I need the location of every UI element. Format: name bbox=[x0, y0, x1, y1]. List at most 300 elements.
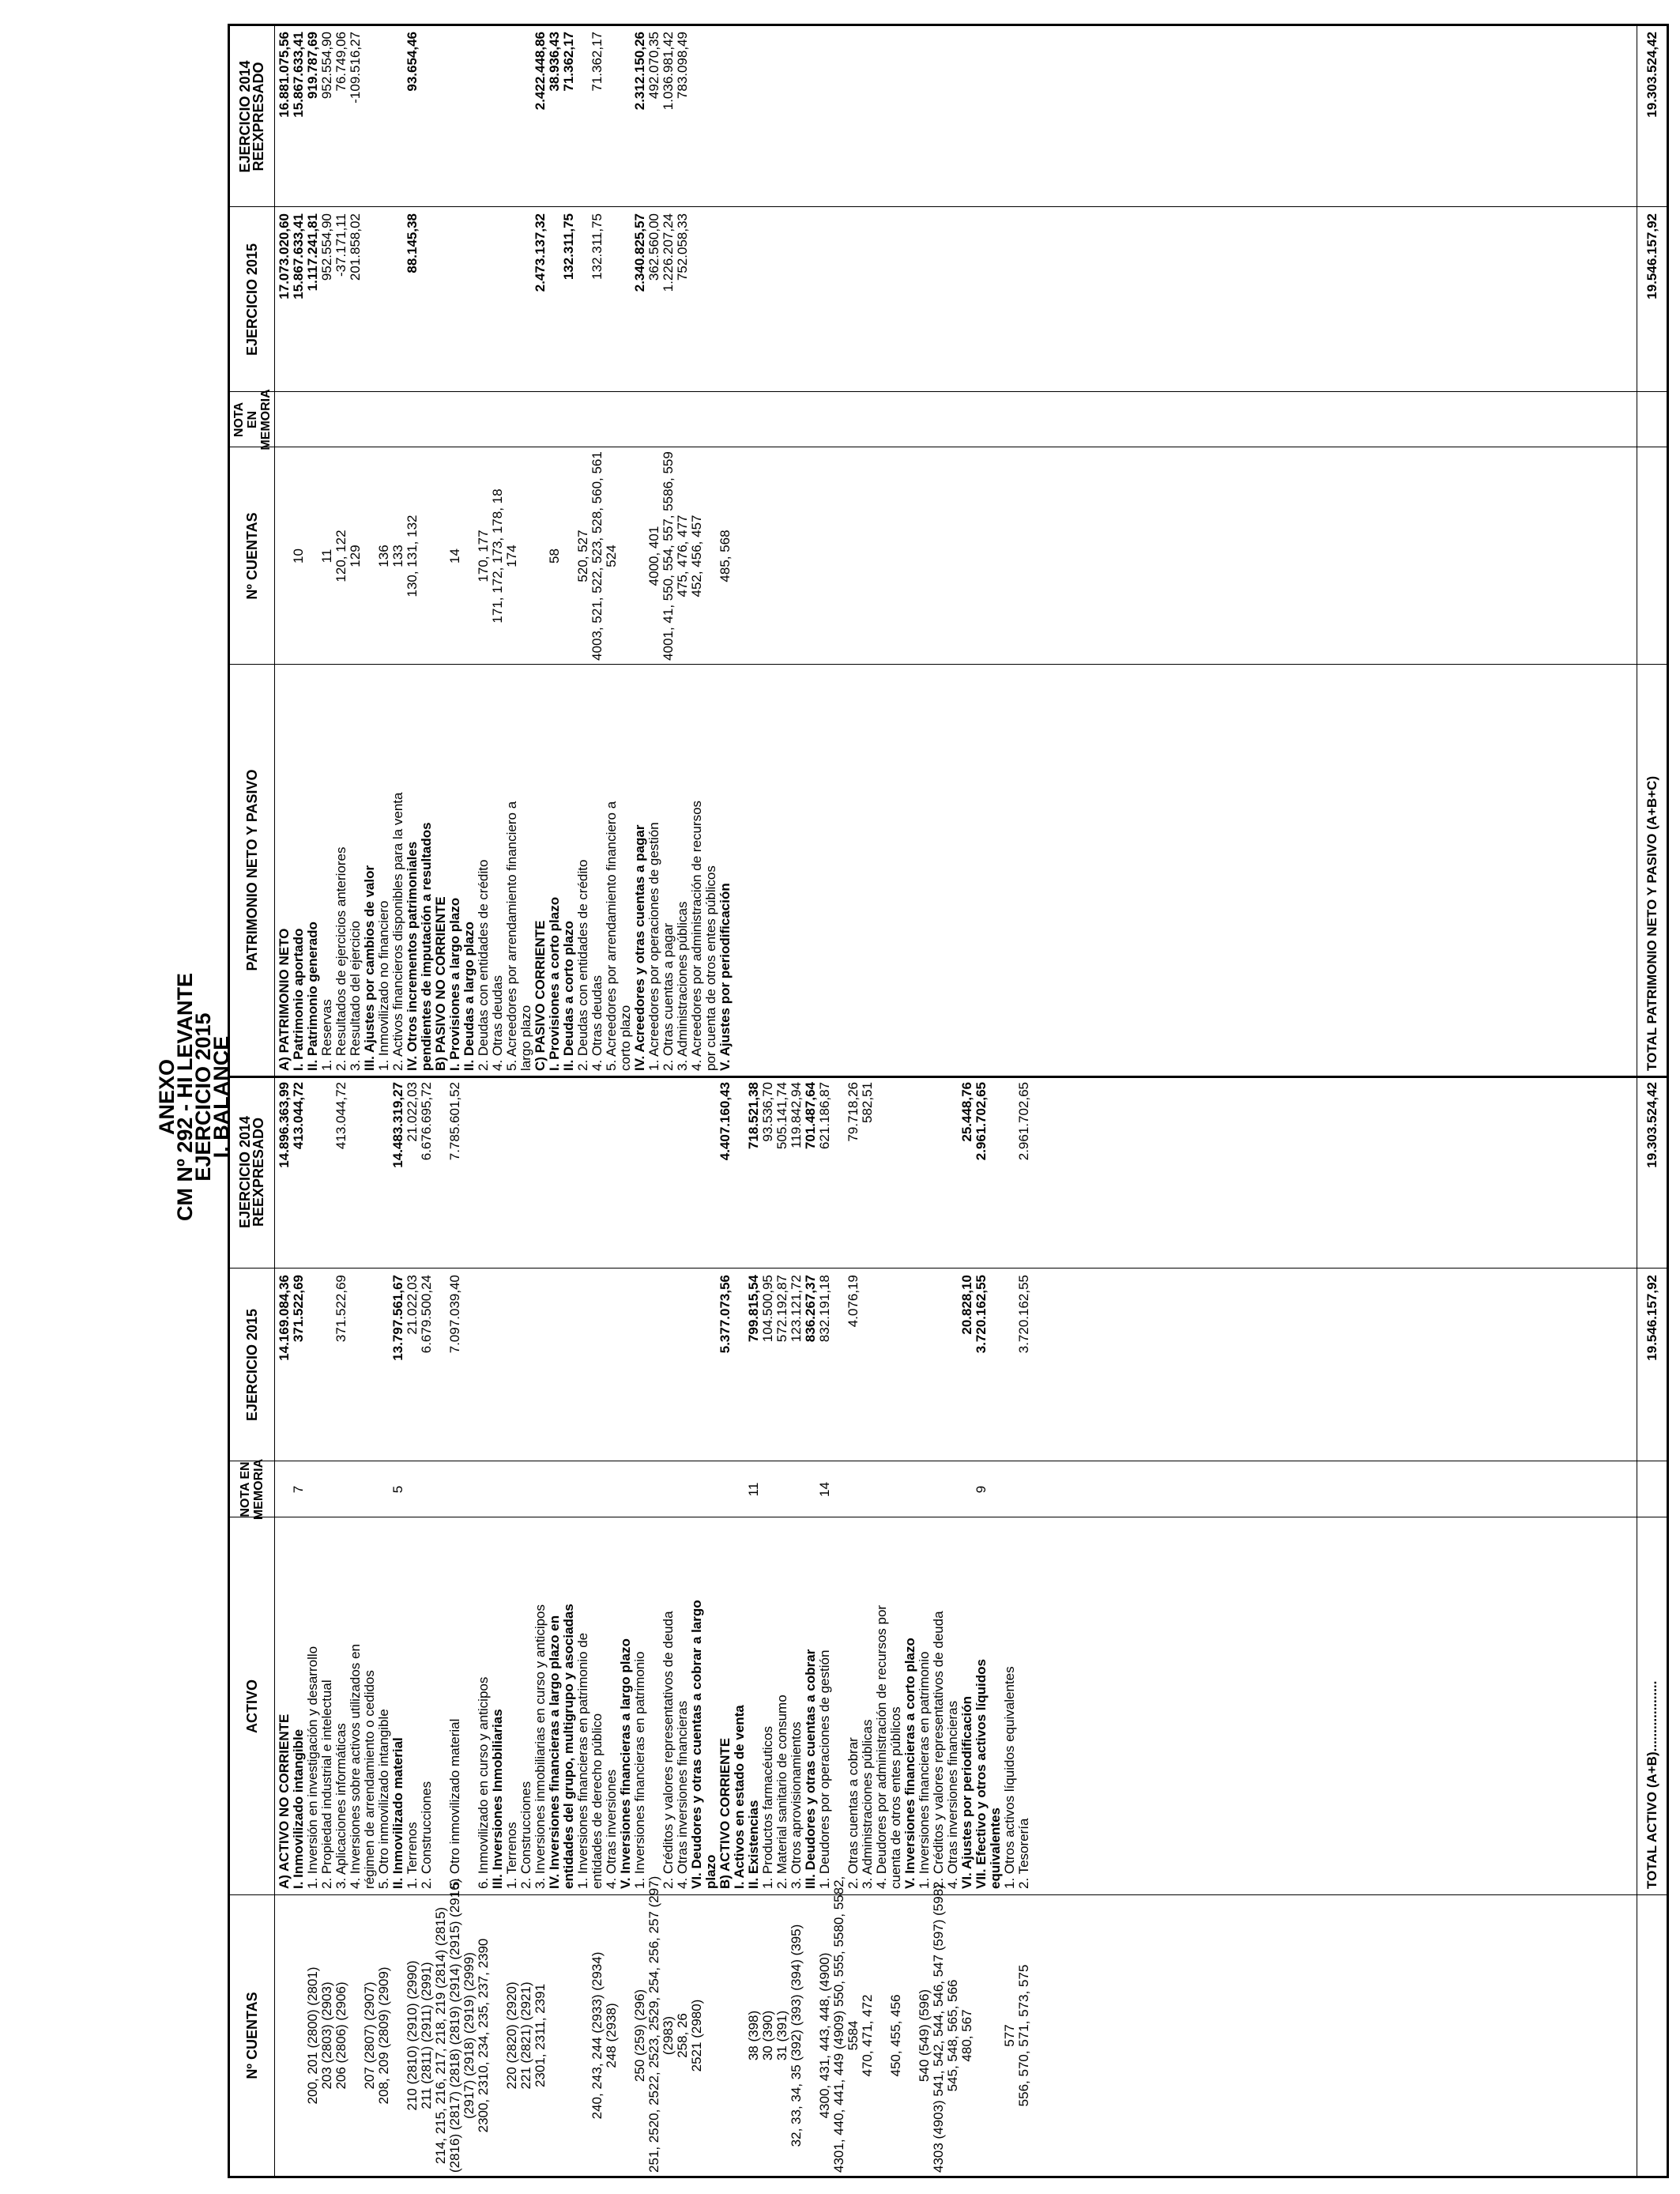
table-row bbox=[889, 1078, 903, 2176]
row-value-2014: 93.654,46 bbox=[405, 32, 420, 92]
row-label: 2. Propiedad industrial e intelectual bbox=[319, 1679, 334, 1889]
row-nota bbox=[334, 1461, 348, 1517]
row-cuentas: 214, 215, 216, 217, 218, 219 (2814) (2815) bbox=[433, 1906, 448, 2165]
row-value-2015 bbox=[505, 1275, 519, 1461]
row-label: 3. Administraciones públicas bbox=[675, 901, 690, 1071]
row-label: C) PASIVO CORRIENTE bbox=[533, 920, 548, 1071]
row-cuentas: 211 (2811) (2911) (2991) bbox=[419, 1962, 434, 2109]
row-nota bbox=[491, 392, 505, 447]
row-value-2015: 371.522,69 bbox=[333, 1275, 348, 1343]
row-value-2014 bbox=[605, 1082, 619, 1269]
row-label: V. Inversiones financieras a largo plazo bbox=[618, 1638, 633, 1889]
table-row bbox=[676, 1078, 690, 2176]
row-label: entidades de derecho público bbox=[590, 1713, 605, 1889]
row-cuentas: 130, 131, 132 bbox=[405, 515, 420, 598]
row-label: 2. Activos financieros disponibles para la venta bbox=[390, 792, 405, 1071]
row-nota: 9 bbox=[974, 1485, 989, 1494]
row-label: 1. Inversiones financieras en patrimonio bbox=[917, 1651, 932, 1889]
table-row bbox=[846, 1078, 861, 2176]
row-value-2014: 93.536,70 bbox=[760, 1082, 775, 1142]
row-value-2015 bbox=[605, 1275, 619, 1461]
row-cuentas bbox=[491, 1898, 505, 2173]
row-value-2015: 836.267,37 bbox=[803, 1275, 818, 1343]
table-row bbox=[505, 1078, 519, 2176]
table-row bbox=[434, 1078, 448, 2176]
total-pasivo-2015: 19.546.157,92 bbox=[1644, 213, 1659, 300]
row-cuentas: 32, 33, 34, 35 (392) (393) (394) (395) bbox=[789, 1924, 804, 2147]
row-nota bbox=[448, 1461, 462, 1517]
row-label: I. Activos en estado de venta bbox=[732, 1705, 747, 1889]
table-row bbox=[277, 1078, 292, 2176]
row-value-2015 bbox=[519, 213, 533, 392]
row-value-2015 bbox=[917, 1275, 932, 1461]
row-value-2014 bbox=[989, 1082, 1003, 1269]
row-cuentas: 475, 476, 477 bbox=[675, 515, 690, 598]
row-nota bbox=[789, 1461, 804, 1517]
row-value-2015: 832.191,18 bbox=[817, 1275, 832, 1343]
row-label: 2. Construcciones bbox=[419, 1781, 434, 1889]
table-row bbox=[448, 1078, 462, 2176]
row-label: largo plazo bbox=[518, 1005, 533, 1071]
row-value-2015 bbox=[363, 1275, 377, 1461]
row-value-2014: 4.407.160,43 bbox=[718, 1082, 733, 1161]
row-value-2015: 21.022,03 bbox=[405, 1275, 420, 1335]
table-row bbox=[804, 1078, 818, 2176]
row-cuentas: 520, 527 bbox=[575, 530, 590, 582]
row-value-2015 bbox=[718, 213, 733, 392]
row-cuentas: 545, 548, 565, 566 bbox=[945, 1979, 960, 2092]
row-nota bbox=[846, 1461, 861, 1517]
row-value-2014: 71.362,17 bbox=[561, 32, 576, 92]
row-nota bbox=[704, 1461, 718, 1517]
table-row bbox=[718, 1078, 733, 2176]
row-cuentas bbox=[533, 450, 548, 662]
row-cuentas bbox=[989, 1898, 1003, 2173]
row-cuentas bbox=[576, 1898, 590, 2173]
activo-table bbox=[228, 1076, 1669, 2178]
table-row bbox=[633, 1078, 647, 2176]
row-cuentas: 450, 455, 456 bbox=[888, 1994, 903, 2077]
row-label: cuenta de otros entes públicos bbox=[888, 1706, 903, 1889]
row-label: 2. Otras cuentas a pagar bbox=[661, 922, 676, 1071]
row-value-2015 bbox=[690, 1275, 704, 1461]
total-pasivo-row bbox=[1638, 26, 1667, 1076]
row-cuentas bbox=[348, 1898, 363, 2173]
row-label: 4. Otras inversiones financieras bbox=[945, 1700, 960, 1889]
row-value-2015: 201.858,02 bbox=[348, 213, 363, 281]
row-nota bbox=[377, 392, 391, 447]
row-value-2014: -109.516,27 bbox=[348, 32, 363, 104]
table-row bbox=[405, 26, 420, 1076]
row-value-2015 bbox=[704, 1275, 718, 1461]
row-value-2014 bbox=[477, 1082, 491, 1269]
row-value-2015 bbox=[989, 1275, 1003, 1461]
row-nota bbox=[306, 392, 320, 447]
row-value-2015 bbox=[889, 1275, 903, 1461]
row-value-2014 bbox=[704, 32, 718, 207]
row-value-2015 bbox=[348, 1275, 363, 1461]
row-value-2014 bbox=[377, 1082, 391, 1269]
row-value-2014: 71.362,17 bbox=[590, 32, 605, 92]
row-cuentas bbox=[875, 1898, 889, 2173]
row-value-2015 bbox=[704, 213, 718, 392]
table-row bbox=[505, 26, 519, 1076]
table-row bbox=[562, 1078, 576, 2176]
row-cuentas bbox=[704, 450, 718, 662]
row-cuentas: 4003, 521, 522, 523, 528, 560, 561 bbox=[590, 451, 605, 661]
row-label: 1. Inversiones financieras en patrimonio bbox=[632, 1651, 647, 1889]
row-label: 1. Otros activos líquidos equivalentes bbox=[1002, 1666, 1017, 1889]
row-nota bbox=[462, 392, 477, 447]
row-value-2015: 952.554,90 bbox=[319, 213, 334, 281]
table-row bbox=[519, 1078, 533, 2176]
row-value-2014: 119.842,94 bbox=[789, 1082, 804, 1148]
row-nota bbox=[519, 1461, 533, 1517]
row-label: régimen de arrendamiento o cedidos bbox=[362, 1670, 377, 1889]
row-nota bbox=[434, 1461, 448, 1517]
row-cuentas bbox=[462, 450, 477, 662]
row-cuentas bbox=[619, 450, 633, 662]
row-cuentas: 10 bbox=[291, 548, 306, 564]
table-row bbox=[647, 1078, 661, 2176]
row-value-2015: 752.058,33 bbox=[675, 213, 690, 281]
row-value-2014 bbox=[434, 1082, 448, 1269]
table-row bbox=[619, 1078, 633, 2176]
row-nota bbox=[334, 392, 348, 447]
table-row bbox=[277, 26, 292, 1076]
row-nota bbox=[605, 1461, 619, 1517]
row-label bbox=[647, 1521, 661, 1889]
row-cuentas bbox=[306, 450, 320, 662]
row-nota bbox=[363, 392, 377, 447]
row-value-2014 bbox=[420, 32, 434, 207]
row-value-2014: 15.867.633,41 bbox=[291, 32, 306, 118]
row-value-2015: 5.377.073,56 bbox=[718, 1275, 733, 1354]
row-value-2015 bbox=[491, 213, 505, 392]
row-label: III. Inversiones Inmobiliarias bbox=[490, 1709, 505, 1889]
row-nota bbox=[989, 1461, 1003, 1517]
table-row bbox=[733, 1078, 747, 2176]
row-value-2015: 123.121,72 bbox=[789, 1275, 804, 1343]
row-value-2015 bbox=[320, 1275, 334, 1461]
header-cuentas-activo: Nº CUENTAS bbox=[243, 1992, 260, 2079]
row-value-2015: 15.867.633,41 bbox=[291, 213, 306, 300]
row-nota bbox=[676, 392, 690, 447]
row-value-2014 bbox=[306, 1082, 320, 1269]
row-cuentas: 2300, 2310, 234, 235, 237, 2390 bbox=[476, 1938, 491, 2133]
row-cuentas: 5584 bbox=[846, 2020, 861, 2051]
row-label: 5. Acreedores por arrendamiento financiero a bbox=[604, 801, 619, 1071]
row-label: 1. Terrenos bbox=[504, 1822, 519, 1889]
table-row bbox=[747, 1078, 761, 2176]
table-row bbox=[605, 1078, 619, 2176]
row-value-2014 bbox=[363, 1082, 377, 1269]
header-cuentas-pasivo: Nº CUENTAS bbox=[243, 512, 260, 600]
row-cuentas: 206 (2806) (2906) bbox=[333, 1981, 348, 2090]
row-value-2015 bbox=[733, 1275, 747, 1461]
row-nota bbox=[348, 392, 363, 447]
row-label: 2. Material sanitario de consumo bbox=[774, 1695, 789, 1889]
row-value-2014 bbox=[832, 1082, 846, 1269]
row-value-2014 bbox=[505, 1082, 519, 1269]
row-value-2015: 1.226.207,24 bbox=[661, 213, 676, 292]
title-anexo: ANEXO bbox=[155, 1058, 179, 1136]
row-cuentas: (2816) (2817) (2818) (2819) (2914) (2915) (2916) bbox=[447, 1878, 462, 2173]
row-value-2015 bbox=[548, 213, 562, 392]
row-nota bbox=[405, 1461, 420, 1517]
row-label: I. Inmovilizado intangible bbox=[291, 1728, 306, 1889]
row-value-2014 bbox=[647, 1082, 661, 1269]
row-value-2014 bbox=[676, 1082, 690, 1269]
document-titles bbox=[155, 0, 233, 2194]
row-nota bbox=[690, 1461, 704, 1517]
row-nota bbox=[391, 392, 405, 447]
row-value-2015 bbox=[676, 1275, 690, 1461]
row-value-2014 bbox=[533, 1082, 548, 1269]
row-nota bbox=[491, 1461, 505, 1517]
row-cuentas: 208, 209 (2809) (2909) bbox=[376, 1966, 391, 2105]
row-value-2015: 572.192,87 bbox=[774, 1275, 789, 1343]
row-cuentas bbox=[562, 450, 576, 662]
row-nota bbox=[292, 392, 306, 447]
row-label: 2. Deudas con entidades de crédito bbox=[476, 859, 491, 1071]
row-label: 2. Construcciones bbox=[518, 1781, 533, 1889]
table-row bbox=[1003, 1078, 1017, 2176]
table-row bbox=[491, 1078, 505, 2176]
row-nota bbox=[832, 1461, 846, 1517]
row-value-2014 bbox=[903, 1082, 917, 1269]
row-label bbox=[462, 1521, 477, 1889]
row-label: IV. Inversiones financieras a largo plazo en bbox=[547, 1615, 562, 1889]
row-cuentas: 480, 567 bbox=[959, 2009, 974, 2062]
table-row bbox=[576, 1078, 590, 2176]
row-cuentas: 2521 (2980) bbox=[689, 1999, 704, 2072]
row-cuentas bbox=[292, 1898, 306, 2173]
row-nota bbox=[434, 392, 448, 447]
row-nota bbox=[960, 1461, 974, 1517]
row-value-2014 bbox=[576, 1082, 590, 1269]
row-cuentas bbox=[562, 1898, 576, 2173]
row-nota bbox=[605, 392, 619, 447]
row-nota bbox=[348, 1461, 363, 1517]
row-value-2014: 16.881.075,56 bbox=[277, 32, 292, 118]
row-value-2014: 2.312.150,26 bbox=[632, 32, 647, 111]
row-value-2015 bbox=[377, 1275, 391, 1461]
row-value-2014: 79.718,26 bbox=[846, 1082, 861, 1142]
table-row bbox=[946, 1078, 960, 2176]
row-value-2014 bbox=[519, 1082, 533, 1269]
row-value-2014: 21.022,03 bbox=[405, 1082, 420, 1142]
row-value-2015 bbox=[946, 1275, 960, 1461]
row-value-2015: 17.073.020,60 bbox=[277, 213, 292, 300]
row-value-2015 bbox=[576, 213, 590, 392]
row-label: 6. Inmovilizado en curso y anticipos bbox=[476, 1676, 491, 1889]
row-cuentas: 577 bbox=[1002, 2024, 1017, 2047]
row-value-2014: 38.936,43 bbox=[547, 32, 562, 92]
row-value-2014: 582,51 bbox=[860, 1082, 875, 1123]
row-value-2015 bbox=[832, 1275, 846, 1461]
row-value-2015: 132.311,75 bbox=[590, 213, 605, 280]
row-cuentas: 250 (259) (296) bbox=[632, 1989, 647, 2083]
row-label: I. Provisiones a largo plazo bbox=[447, 897, 462, 1071]
row-cuentas: 11 bbox=[319, 548, 334, 564]
row-value-2015: 6.679.500,24 bbox=[419, 1275, 434, 1354]
row-value-2015 bbox=[903, 1275, 917, 1461]
row-label: pendientes de imputación a resultados bbox=[419, 822, 434, 1071]
row-nota: 5 bbox=[390, 1485, 405, 1494]
row-value-2015 bbox=[434, 213, 448, 392]
row-cuentas bbox=[619, 1898, 633, 2173]
row-cuentas: 207 (2807) (2907) bbox=[362, 1981, 377, 2090]
row-value-2015: -37.171,11 bbox=[333, 213, 348, 277]
row-value-2015 bbox=[932, 1275, 946, 1461]
row-nota bbox=[875, 1461, 889, 1517]
table-row bbox=[917, 1078, 932, 2176]
row-value-2015 bbox=[562, 1275, 576, 1461]
row-nota bbox=[377, 1461, 391, 1517]
total-activo-label: TOTAL ACTIVO (A+B)................... bbox=[1644, 1680, 1659, 1889]
row-value-2014 bbox=[448, 32, 462, 207]
table-row bbox=[533, 1078, 548, 2176]
table-row bbox=[718, 26, 733, 1076]
row-value-2014: 1.036.981,42 bbox=[661, 32, 676, 111]
row-label: IV. Acreedores y otras cuentas a pagar bbox=[632, 824, 647, 1071]
row-nota bbox=[889, 1461, 903, 1517]
row-value-2014 bbox=[733, 1082, 747, 1269]
header-ej2014-pasivo: EJERCICIO 2014 REEXPRESADO bbox=[237, 60, 266, 173]
row-value-2014 bbox=[619, 32, 633, 207]
row-nota bbox=[363, 1461, 377, 1517]
table-row bbox=[619, 26, 633, 1076]
row-value-2014 bbox=[477, 32, 491, 207]
table-row bbox=[861, 1078, 875, 2176]
row-value-2015: 14.169.084,36 bbox=[277, 1275, 292, 1361]
row-label: 2. Otras cuentas a cobrar bbox=[846, 1737, 861, 1889]
row-cuentas: (2983) bbox=[661, 2015, 676, 2056]
table-row bbox=[576, 26, 590, 1076]
table-row bbox=[477, 1078, 491, 2176]
row-label bbox=[832, 1521, 846, 1889]
row-value-2014 bbox=[946, 1082, 960, 1269]
row-cuentas: 470, 471, 472 bbox=[860, 1994, 875, 2077]
row-value-2014 bbox=[462, 32, 477, 207]
row-nota bbox=[718, 392, 733, 447]
row-nota: 14 bbox=[817, 1482, 832, 1497]
table-row bbox=[519, 26, 533, 1076]
pasivo-table bbox=[228, 24, 1669, 1076]
row-cuentas bbox=[391, 1898, 405, 2173]
row-nota bbox=[306, 1461, 320, 1517]
row-label: III. Ajustes por cambios de valor bbox=[362, 865, 377, 1071]
row-cuentas: 485, 568 bbox=[718, 530, 733, 582]
row-value-2015 bbox=[477, 213, 491, 392]
row-nota bbox=[619, 1461, 633, 1517]
row-value-2015: 2.473.137,32 bbox=[533, 213, 548, 292]
row-nota bbox=[619, 392, 633, 447]
row-cuentas bbox=[974, 1898, 989, 2173]
row-cuentas bbox=[277, 1898, 292, 2173]
table-row bbox=[832, 1078, 846, 2176]
row-label: II. Deudas a corto plazo bbox=[561, 921, 576, 1071]
row-value-2015 bbox=[363, 213, 377, 392]
row-cuentas bbox=[548, 1898, 562, 2173]
row-cuentas: 248 (2938) bbox=[604, 2003, 619, 2068]
row-value-2014: 783.098,49 bbox=[675, 32, 690, 100]
row-label: II. Existencias bbox=[746, 1800, 761, 1889]
row-nota bbox=[704, 392, 718, 447]
row-label: 1. Reservas bbox=[319, 999, 334, 1071]
row-label: VI. Ajustes por periodificación bbox=[959, 1695, 974, 1889]
row-label: entidades del grupo, multigrupo y asociadas bbox=[561, 1604, 576, 1889]
row-nota bbox=[533, 1461, 548, 1517]
row-value-2014: 952.554,90 bbox=[319, 32, 334, 100]
header-activo: ACTIVO bbox=[243, 1679, 260, 1734]
row-label: 4. Inversiones sobre activos utilizados en bbox=[348, 1644, 363, 1889]
row-nota bbox=[562, 1461, 576, 1517]
row-value-2014 bbox=[548, 1082, 562, 1269]
header-pasivo: PATRIMONIO NETO Y PASIVO bbox=[243, 769, 260, 971]
row-cuentas bbox=[434, 450, 448, 662]
table-row bbox=[661, 26, 676, 1076]
row-nota bbox=[505, 392, 519, 447]
row-label: 2. Tesorería bbox=[1016, 1818, 1031, 1889]
row-nota bbox=[277, 1461, 292, 1517]
title-balance: I. BALANCE bbox=[209, 1035, 233, 1159]
row-label: 5. Otro inmovilizado material bbox=[447, 1718, 462, 1889]
row-cuentas bbox=[277, 450, 292, 662]
row-nota bbox=[804, 1461, 818, 1517]
row-value-2015 bbox=[647, 1275, 661, 1461]
row-nota bbox=[420, 1461, 434, 1517]
row-value-2014: 2.422.448,86 bbox=[533, 32, 548, 111]
row-nota bbox=[576, 1461, 590, 1517]
row-value-2014 bbox=[889, 1082, 903, 1269]
row-cuentas: 171, 172, 173, 178, 18 bbox=[490, 488, 505, 624]
row-nota bbox=[676, 1461, 690, 1517]
table-row bbox=[633, 26, 647, 1076]
row-nota bbox=[917, 1461, 932, 1517]
row-cuentas: 220 (2820) (2920) bbox=[504, 1981, 519, 2090]
row-label: 5. Otro inmovilizado intangible bbox=[376, 1709, 391, 1889]
total-activo-2015: 19.546.157,92 bbox=[1644, 1275, 1659, 1361]
row-cuentas: 170, 177 bbox=[476, 530, 491, 582]
header-nota-activo: NOTA EN MEMORIA bbox=[239, 1458, 266, 1521]
row-label: 4. Deudores por administración de recursos por bbox=[874, 1604, 889, 1889]
row-value-2015: 13.797.561,67 bbox=[390, 1275, 405, 1361]
row-nota bbox=[661, 392, 676, 447]
row-value-2015: 4.076,19 bbox=[846, 1275, 861, 1328]
row-label: 4. Otras inversiones bbox=[604, 1769, 619, 1889]
row-nota bbox=[633, 392, 647, 447]
row-value-2014: 505.141,74 bbox=[774, 1082, 789, 1150]
row-nota bbox=[320, 1461, 334, 1517]
table-row bbox=[448, 26, 462, 1076]
row-value-2015 bbox=[1003, 1275, 1017, 1461]
row-value-2014: 76.749,06 bbox=[333, 32, 348, 92]
row-nota bbox=[576, 392, 590, 447]
row-label: 3. Administraciones públicas bbox=[860, 1719, 875, 1889]
row-cuentas: 251, 2520, 2522, 2523, 2529, 254, 256, 257 (297) bbox=[646, 1875, 661, 2173]
row-value-2015 bbox=[661, 1275, 676, 1461]
row-value-2014 bbox=[619, 1082, 633, 1269]
row-label: corto plazo bbox=[618, 1005, 633, 1071]
total-pasivo-2014: 19.303.524,42 bbox=[1644, 32, 1659, 118]
row-label: A) ACTIVO NO CORRIENTE bbox=[277, 1713, 292, 1889]
table-row bbox=[704, 1078, 718, 2176]
row-nota bbox=[405, 392, 420, 447]
row-nota bbox=[477, 1461, 491, 1517]
row-nota bbox=[1003, 1461, 1017, 1517]
